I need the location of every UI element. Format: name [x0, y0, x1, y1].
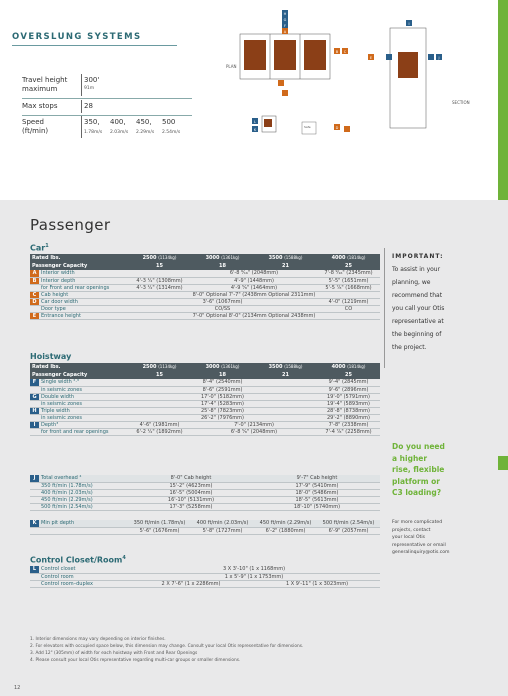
speed-metric: 1.78m/s	[84, 129, 103, 135]
table-cell: Entrance height	[39, 312, 128, 319]
table-cell: 5'-5" (1651mm)	[317, 277, 380, 284]
table-cell	[30, 386, 39, 393]
travel-value: 300'	[84, 76, 100, 84]
table-row	[30, 482, 380, 489]
diagram-letter: J	[438, 56, 440, 60]
table-cell: Min pit depth	[39, 520, 128, 527]
table-cell: Cab height	[39, 291, 128, 298]
diagram-letter: G	[283, 18, 287, 22]
table-cell: 4'-3 ¹⁄₂" (1314mm)	[128, 284, 191, 291]
table-header-cell: 3500 (1588kg)	[268, 255, 303, 261]
closet-section-title	[30, 555, 126, 565]
table-cell: D	[30, 298, 39, 305]
table-cell: 6'-2" (1880mm)	[254, 527, 317, 534]
table-cell: 26'-2" (7976mm)	[128, 414, 317, 421]
table-cell: in seismic zones	[39, 414, 128, 421]
contact-info	[392, 519, 492, 557]
table-cell	[30, 503, 39, 510]
info-line: your local Otis	[392, 535, 426, 540]
hoistway-table-header	[30, 363, 380, 371]
table-cell: 4'-9 ⁵⁄₈" (1464mm)	[191, 284, 317, 291]
car-table-header-2	[30, 262, 380, 270]
table-row	[30, 393, 380, 400]
table-cell: 3'-6" (1067mm)	[128, 298, 317, 305]
table-cell: 25'-8" (7823mm)	[128, 407, 317, 414]
table-cell: C	[30, 291, 39, 298]
table-header-cell: 3000 (1361kg)	[205, 255, 240, 261]
travel-sub: 91m	[84, 85, 95, 91]
table-cell: Control room–duplex	[39, 580, 128, 587]
closet-title-footnote: 4	[122, 555, 126, 561]
band-title: OVERSLUNG SYSTEMS	[12, 32, 142, 42]
table-cell: 6'-8 ⁵⁄₈" (2048mm)	[191, 428, 317, 435]
table-cell: 4'-6" (1981mm)	[128, 421, 191, 428]
diagram-letter: D	[335, 126, 339, 130]
plan-car-2	[274, 40, 296, 70]
email-link[interactable]: generalinquiry@otis.com	[392, 550, 450, 555]
important-line: recommend that	[392, 292, 443, 299]
speed-value: 500	[162, 118, 176, 126]
table-cell: J	[30, 475, 39, 482]
table-cell: 19'-4" (5893mm)	[317, 400, 380, 407]
car-table	[30, 254, 380, 320]
table-header-cell: 25	[345, 372, 352, 378]
table-header-cell: 18	[219, 372, 226, 378]
diagram-letter: E	[369, 56, 373, 60]
table-cell: 450 ft/min (2.29m/s)	[254, 520, 317, 527]
pit-table	[30, 520, 380, 535]
table-cell: 6'-8 ⁹⁄₁₆" (2048mm)	[191, 270, 317, 277]
need-line: rise, flexible	[392, 465, 445, 474]
need-callout	[392, 441, 492, 499]
table-cell: 29'-2" (8890mm)	[317, 414, 380, 421]
footnotes	[30, 636, 390, 664]
table-cell	[30, 428, 39, 435]
diagram-letter: Safe	[304, 125, 311, 129]
table-cell: 15'-2" (4623mm)	[128, 482, 254, 489]
diagram-letter: L	[254, 120, 256, 124]
table-header-cell: 18	[219, 263, 226, 269]
table-cell: 7'-8" (2338mm)	[317, 421, 380, 428]
table-row	[30, 475, 380, 482]
table-cell: 8'-6" (2591mm)	[128, 386, 317, 393]
important-title: IMPORTANT:	[392, 253, 444, 260]
table-cell: 9'-7" Cab height	[254, 475, 380, 482]
table-cell: 500 ft/min (2.54m/s)	[317, 520, 380, 527]
spec-divider	[22, 98, 192, 99]
footnote: 1. Interior dimensions may vary depending on interior finishes.	[30, 637, 166, 642]
speed-value: 450,	[136, 118, 152, 126]
important-line: the project.	[392, 344, 427, 351]
table-cell: 5'-8" (1727mm)	[191, 527, 254, 534]
table-header-cell: Rated lbs.	[32, 255, 61, 261]
closet-title: Control Closet/Room	[30, 555, 123, 565]
table-cell	[30, 284, 39, 291]
spec-stops	[22, 102, 192, 112]
table-cell: 350 ft/min (1.78m/s)	[128, 520, 191, 527]
table-cell	[30, 305, 39, 312]
table-header-cell: 3500 (1588kg)	[268, 364, 303, 370]
table-cell: 2 X 7'-6" (1 x 2286mm)	[128, 580, 254, 587]
diagram-letter: C	[343, 50, 347, 54]
table-cell: 9'-4" (2845mm)	[317, 379, 380, 386]
table-cell: Interior depth	[39, 277, 128, 284]
travel-label-line1: Travel height	[22, 76, 68, 84]
car-table-header	[30, 254, 380, 262]
hoistway-table	[30, 363, 380, 436]
table-cell: 7'-8 ⁹⁄₁₆" (2345mm)	[317, 270, 380, 277]
spec-divider	[22, 115, 192, 116]
table-row	[30, 312, 380, 319]
sidebar-divider	[384, 248, 385, 368]
spec-travel	[22, 76, 192, 96]
table-cell	[30, 414, 39, 421]
diagram-letter: A	[283, 30, 287, 34]
speed-value: 400,	[110, 118, 126, 126]
green-tab	[498, 456, 508, 470]
diagram-letter: F	[283, 24, 287, 28]
table-cell: 18'-10" (5740mm)	[254, 503, 380, 510]
important-line: planning, we	[392, 279, 431, 286]
table-cell: 7'-0" Optional 8'-0" (2134mm Optional 2438mm)	[128, 312, 380, 319]
table-row	[30, 421, 380, 428]
table-cell: B	[30, 277, 39, 284]
table-cell: Total overhead ⁴	[39, 475, 128, 482]
table-cell: 18'-0" (5486mm)	[254, 489, 380, 496]
table-header-cell: Passenger Capacity	[32, 263, 88, 269]
important-line: the beginning of	[392, 331, 442, 338]
section-car	[398, 52, 418, 78]
diagram-letter: K	[253, 128, 257, 132]
table-cell: 17'-0" (5182mm)	[128, 393, 317, 400]
table-cell	[39, 527, 128, 534]
speed-value: 350,	[84, 118, 100, 126]
table-cell: 8'-4" (2540mm)	[128, 379, 317, 386]
important-note	[392, 250, 492, 354]
table-cell: A	[30, 270, 39, 277]
table-cell: 4'-0" (1219mm)	[317, 298, 380, 305]
table-cell: 500 ft/min (2.54m/s)	[39, 503, 128, 510]
table-cell: CO/SS	[128, 305, 317, 312]
table-cell: 4'-9" (1448mm)	[191, 277, 317, 284]
table-row	[30, 400, 380, 407]
speed-label-line1: Speed	[22, 118, 44, 126]
footnote: 2. For elevators with occupied space below, this dimension may change. Consult your local Otis representative for dimensions.	[30, 644, 304, 649]
stops-value: 28	[84, 102, 93, 110]
plan-car-1	[244, 40, 266, 70]
table-cell: L	[30, 566, 39, 573]
table-cell: 8'-0" Optional 7'-7" (2438mm Optional 2311mm)	[128, 291, 380, 298]
table-cell	[30, 482, 39, 489]
speed-metric: 2.54m/s	[162, 129, 181, 135]
table-header-cell: Rated lbs.	[32, 364, 61, 370]
table-header-cell: 2500 (1134kg)	[142, 255, 177, 261]
table-cell: Door type	[39, 305, 128, 312]
table-cell: Triple width	[39, 407, 128, 414]
stops-label: Max stops	[22, 102, 58, 110]
table-cell: Depth³	[39, 421, 128, 428]
diagram-letter: H	[283, 12, 287, 16]
table-cell: for Front and rear openings	[39, 284, 128, 291]
important-line: representative at	[392, 318, 444, 325]
table-cell: Control closet	[39, 566, 128, 573]
table-cell: 18'-5" (5613mm)	[254, 496, 380, 503]
table-row	[30, 566, 380, 573]
table-cell: 17'-4" (5283mm)	[128, 400, 317, 407]
table-header-cell: 21	[282, 372, 289, 378]
table-cell: 350 ft/min (1.78m/s)	[39, 482, 128, 489]
table-cell: 28'-8" (8738mm)	[317, 407, 380, 414]
hoistway-table-header-2	[30, 371, 380, 379]
table-cell: Double width	[39, 393, 128, 400]
table-cell	[30, 527, 39, 534]
speed-metric: 2.03m/s	[110, 129, 129, 135]
need-line: platform or	[392, 476, 440, 486]
spec-vsep	[81, 100, 82, 113]
table-cell: 17'-3" (5258mm)	[128, 503, 254, 510]
table-row	[30, 503, 380, 510]
table-row	[30, 277, 380, 284]
need-line: Do you need	[392, 442, 445, 451]
table-row	[30, 284, 380, 291]
table-cell: 450 ft/min (2.29m/s)	[39, 496, 128, 503]
diagram-letter: I	[408, 22, 410, 26]
table-cell: 5'-5 ⁷⁄₈" (1668mm)	[317, 284, 380, 291]
table-cell: H	[30, 407, 39, 414]
table-cell: 7'-0" (2134mm)	[191, 421, 317, 428]
table-cell: in seismic zones	[39, 386, 128, 393]
spec-vsep	[81, 74, 82, 96]
diagram-label-box	[278, 80, 284, 86]
table-cell: Car door width	[39, 298, 128, 305]
plan-label: PLAN	[226, 64, 237, 69]
table-cell: 5'-6" (1676mm)	[128, 527, 191, 534]
closet-table	[30, 566, 380, 588]
spec-vsep	[81, 116, 82, 138]
table-cell: 19'-0" (5791mm)	[317, 393, 380, 400]
overhead-table	[30, 475, 380, 511]
page-number: 12	[14, 685, 21, 691]
table-cell: Control room	[39, 573, 128, 580]
table-cell: I	[30, 421, 39, 428]
table-cell: 7'-4 ⁷⁄₈" (2258mm)	[317, 428, 380, 435]
need-line: a higher	[392, 453, 428, 463]
info-line: For more complicated	[392, 520, 443, 525]
table-cell: 16'-10" (5131mm)	[128, 496, 254, 503]
table-header-cell: 25	[345, 263, 352, 269]
important-line: To assist in your	[392, 266, 441, 273]
important-line: you call your Otis	[392, 305, 445, 312]
table-header-cell: 15	[156, 263, 163, 269]
table-row	[30, 520, 380, 527]
table-cell: in seismic zones	[39, 400, 128, 407]
car-section-title	[30, 243, 49, 253]
plan-car-3	[304, 40, 326, 70]
table-cell: 4'-3 ¹⁄₂" (1308mm)	[128, 277, 191, 284]
table-row	[30, 414, 380, 421]
table-cell: 6'-9" (2057mm)	[317, 527, 380, 534]
car-title: Car	[30, 243, 46, 253]
table-row	[30, 428, 380, 435]
table-row	[30, 573, 380, 580]
table-cell: 1 x 5'-9" (1 x 1753mm)	[128, 573, 380, 580]
spec-speed	[22, 118, 202, 138]
table-row	[30, 305, 380, 312]
footnote: 3. Add 12" (305mm) of width for each hoistway with Front and Rear Openings	[30, 651, 198, 656]
section-label: SECTION	[452, 100, 470, 105]
diagram-label-box	[282, 90, 288, 96]
table-header-cell: 15	[156, 372, 163, 378]
table-cell: 8'-0" Cab height	[128, 475, 254, 482]
table-cell: E	[30, 312, 39, 319]
table-cell	[30, 400, 39, 407]
hoistway-title: Hoistway	[30, 352, 72, 361]
diagram-letter: B	[335, 50, 339, 54]
table-cell: F	[30, 379, 39, 386]
table-header-cell: 3000 (1361kg)	[205, 364, 240, 370]
table-cell: CO	[317, 305, 380, 312]
table-row	[30, 496, 380, 503]
speed-label-line2: (ft/min)	[22, 126, 49, 135]
table-cell: for front and rear openings	[39, 428, 128, 435]
table-header-cell: 4000 (1814kg)	[331, 364, 366, 370]
table-cell: 16'-5" (5004mm)	[128, 489, 254, 496]
info-line: projects, contact	[392, 527, 431, 533]
table-cell	[30, 489, 39, 496]
table-row	[30, 386, 380, 393]
table-cell: 400 ft/min (2.03m/s)	[39, 489, 128, 496]
table-row	[30, 291, 380, 298]
table-header-cell: 4000 (1814kg)	[331, 255, 366, 261]
speed-metric: 2.29m/s	[136, 129, 155, 135]
table-header-cell: 21	[282, 263, 289, 269]
travel-label-line2: maximum	[22, 84, 58, 93]
page-title: Passenger	[30, 216, 111, 234]
car-title-footnote: 1	[45, 243, 49, 249]
table-cell: 400 ft/min (2.03m/s)	[191, 520, 254, 527]
travel-label	[22, 76, 67, 93]
table-cell: 9'-6" (2896mm)	[317, 386, 380, 393]
need-line: C3 loading?	[392, 488, 442, 497]
table-cell: 6'-2 ¹⁄₂" (1892mm)	[128, 428, 191, 435]
table-cell: Single width ²·³	[39, 379, 128, 386]
table-header-cell: 2500 (1134kg)	[142, 364, 177, 370]
table-cell	[30, 580, 39, 587]
table-cell: G	[30, 393, 39, 400]
table-row	[30, 407, 380, 414]
table-row	[30, 580, 380, 587]
table-cell: 3 X 3'-10" (1 x 1168mm)	[128, 566, 380, 573]
info-line: representative or email	[392, 542, 446, 548]
table-row	[30, 270, 380, 277]
table-cell: K	[30, 520, 39, 527]
table-cell	[30, 573, 39, 580]
table-cell	[30, 496, 39, 503]
table-cell: Interior width	[39, 270, 128, 277]
table-cell: 17'-9" (5410mm)	[254, 482, 380, 489]
table-row	[30, 298, 380, 305]
band-divider	[12, 45, 177, 46]
table-cell	[128, 270, 191, 277]
table-cell: 1 X 9'-11" (1 x 3023mm)	[254, 580, 380, 587]
footnote: 4. Please consult your local Otis representative regarding multi-car groups or smaller dimensions.	[30, 658, 241, 663]
table-header-cell: Passenger Capacity	[32, 372, 88, 378]
elevator-plan-section-diagram	[222, 6, 508, 136]
table-row	[30, 527, 380, 534]
table-row	[30, 379, 380, 386]
table-row	[30, 489, 380, 496]
